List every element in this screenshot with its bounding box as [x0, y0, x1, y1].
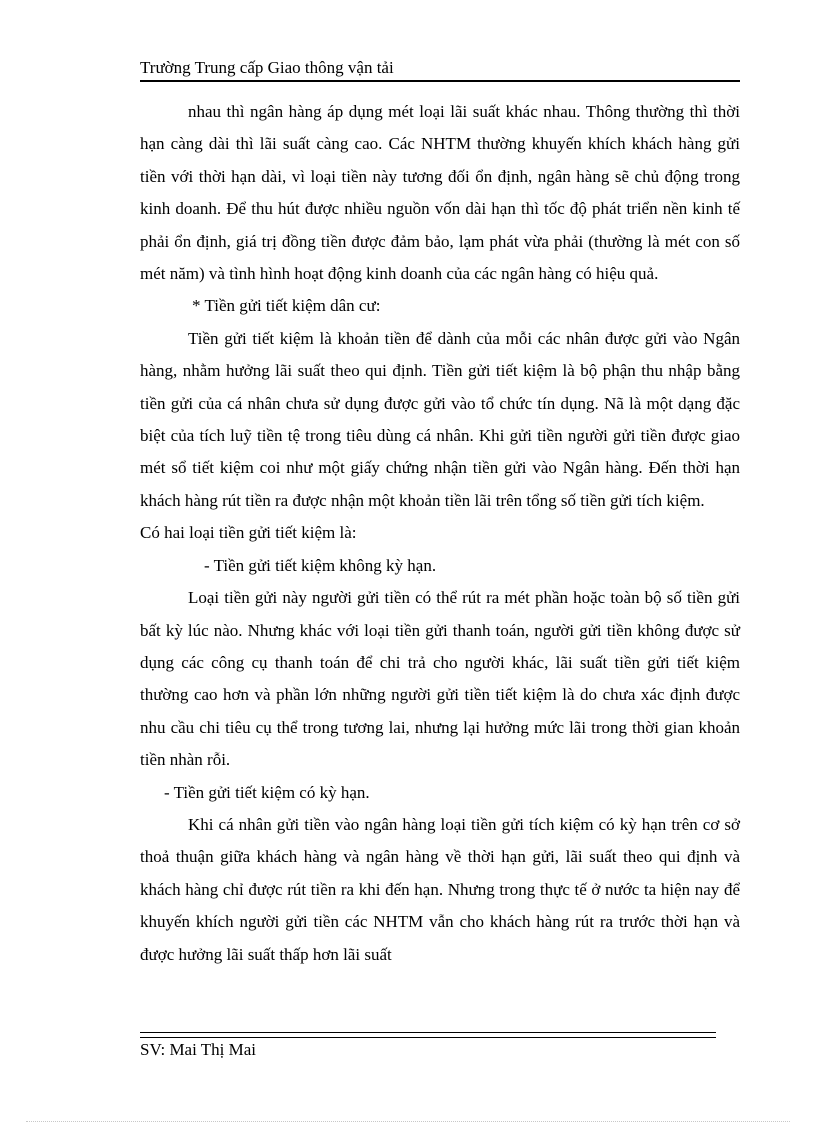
paragraph-non-term-savings: Loại tiền gửi này người gửi tiền có thể rút ra mét phần hoặc toàn bộ số tiền gửi bất kỳ lúc nào. Nhưng khác với loại tiền gửi thanh toán, người gửi tiền không được sử dụng các công cụ thanh toán để chi trả cho người khác, lãi suất tiền gửi tiết kiệm thường cao hơn và phần lớn những người gửi tiền tiết kiệm là do chưa xác định được nhu cầu chi tiêu cụ thể trong tương lai, nhưng lại hưởng mức lãi trong thời gian khoản tiền nhàn rỗi. — [140, 588, 740, 770]
heading-term-savings: - Tiền gửi tiết kiệm có kỳ hạn. — [164, 782, 370, 802]
savings-types-intro: Có hai loại tiền gửi tiết kiệm là: — [140, 523, 357, 543]
body-text — [140, 96, 740, 971]
heading-savings-deposits: * Tiền gửi tiết kiệm dân cư: — [192, 296, 381, 316]
page-bottom-dotted-line — [26, 1121, 790, 1122]
page-header: Trường Trung cấp Giao thông vận tải — [140, 58, 394, 77]
header-divider — [140, 80, 740, 82]
paragraph-savings-definition: Tiền gửi tiết kiệm là khoản tiền để dành của mỗi các nhân được gửi vào Ngân hàng, nhằm hưởng lãi suất theo qui định. Tiền gửi tiết kiệm là bộ phận thu nhập bằng tiền gửi của cá nhân chưa sử dụng được gửi vào tổ chức tín dụng. Nã là một dạng đặc biệt của tích luỹ tiền tệ trong tiêu dùng cá nhân. Khi gửi tiền người gửi tiền được giao mét sổ tiết kiệm coi như một giấy chứng nhận tiền gửi vào Ngân hàng. Đến thời hạn khách hàng rút tiền ra được nhận một khoản tiền lãi trên tổng số tiền gửi tích kiệm. — [140, 328, 740, 510]
page-footer: SV: Mai Thị Mai — [140, 1040, 257, 1059]
heading-non-term-savings: - Tiền gửi tiết kiệm không kỳ hạn. — [204, 555, 437, 575]
paragraph-interest-terms: nhau thì ngân hàng áp dụng mét loại lãi suất khác nhau. Thông thường thì thời hạn càng dài thì lãi suất càng cao. Các NHTM thường khuyến khích khách hàng gửi tiền với thời hạn dài, vì loại tiền này tương đối ổn định, ngân hàng sẽ chủ động trong kinh doanh. Để thu hút được nhiều nguồn vốn dài hạn thì tốc độ phát triển nền kinh tế phải ổn định, giá trị đồng tiền được đảm bảo, lạm phát vừa phải (thường là mét con số mét năm) và tình hình hoạt động kinh doanh của các ngân hàng có hiệu quả. — [140, 102, 740, 284]
paragraph-term-savings: Khi cá nhân gửi tiền vào ngân hàng loại tiền gửi tích kiệm có kỳ hạn trên cơ sở thoả thuận giữa khách hàng và ngân hàng về thời hạn gửi, lãi suất theo qui định và khách hàng chỉ được rút tiền ra khi đến hạn. Nhưng trong thực tế ở nước ta hiện nay để khuyến khích người gửi tiền các NHTM vẫn cho khách hàng rút ra trước thời hạn và được hưởng lãi suất thấp hơn lãi suất — [140, 814, 740, 964]
